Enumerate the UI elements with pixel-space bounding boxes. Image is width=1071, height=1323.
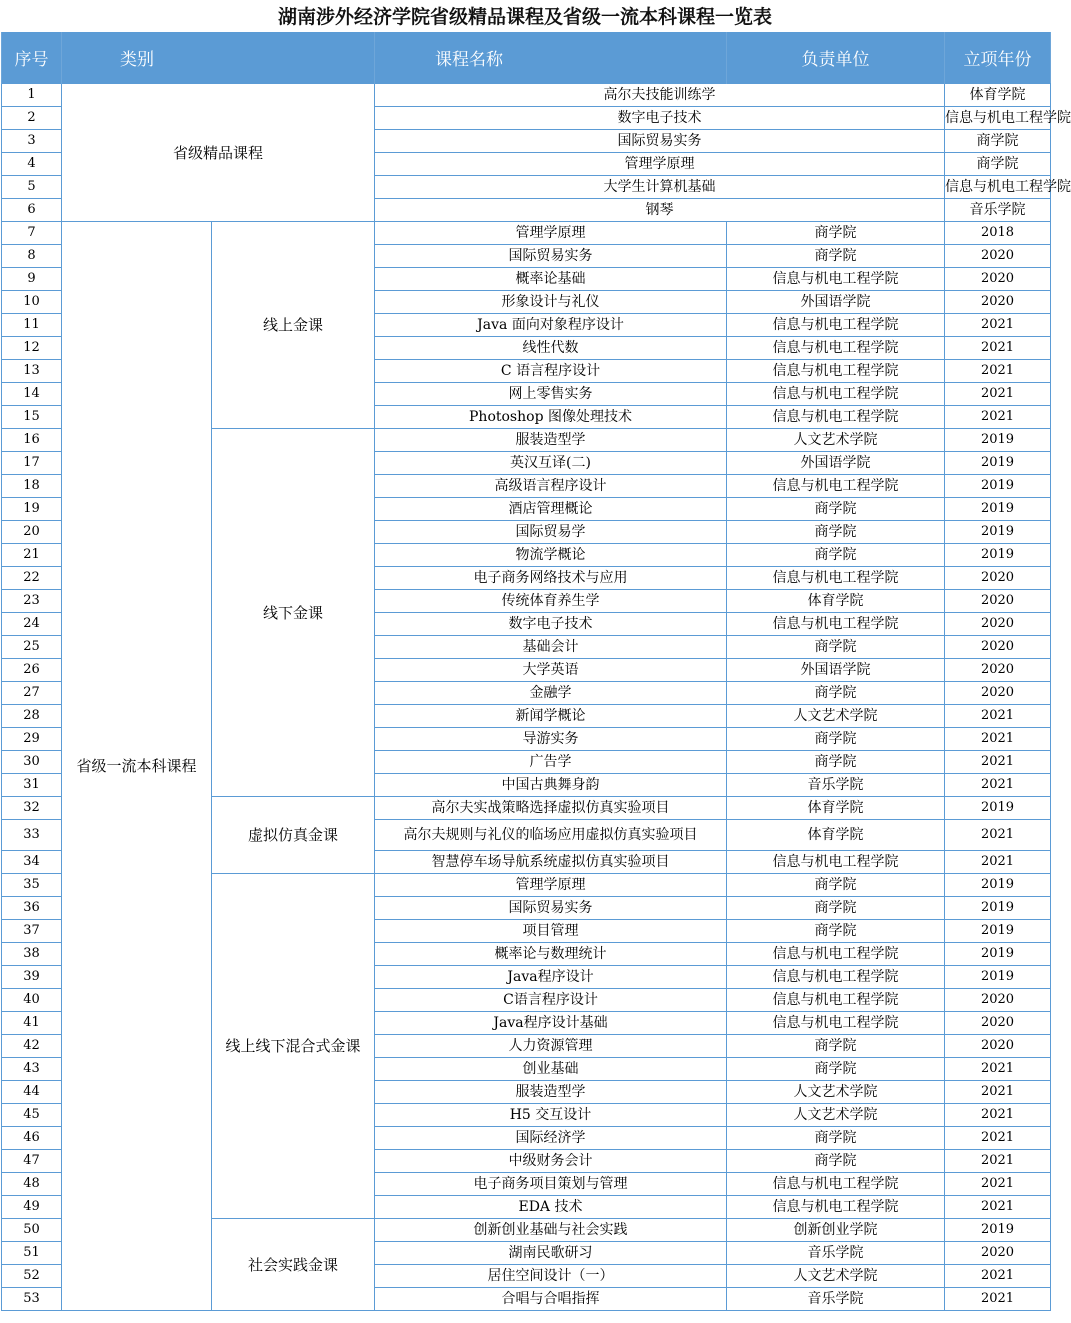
row-number: 20	[2, 521, 62, 544]
year-cell: 2021	[945, 360, 1051, 383]
row-number: 11	[2, 314, 62, 337]
row-number: 16	[2, 429, 62, 452]
course-name-cell: 钢琴	[375, 199, 945, 222]
unit-cell: 商学院	[727, 1150, 945, 1173]
year-cell: 2020	[945, 567, 1051, 590]
course-name-cell: 广告学	[375, 751, 727, 774]
course-name-cell: 居住空间设计（一）	[375, 1265, 727, 1288]
page-title: 湖南涉外经济学院省级精品课程及省级一流本科课程一览表	[277, 6, 772, 28]
year-cell: 2019	[945, 429, 1051, 452]
unit-cell: 商学院	[727, 1127, 945, 1150]
year-cell: 2021	[945, 1150, 1051, 1173]
year-cell: 2021	[945, 1058, 1051, 1081]
row-number: 46	[2, 1127, 62, 1150]
course-name-cell: 网上零售实务	[375, 383, 727, 406]
year-cell: 2019	[945, 920, 1051, 943]
unit-cell: 商学院	[727, 751, 945, 774]
year-cell: 2019	[945, 521, 1051, 544]
row-number: 8	[2, 245, 62, 268]
unit-cell: 信息与机电工程学院	[727, 1012, 945, 1035]
year-cell: 2019	[945, 475, 1051, 498]
unit-cell: 信息与机电工程学院	[727, 1196, 945, 1219]
row-number: 41	[2, 1012, 62, 1035]
row-number: 1	[2, 84, 62, 107]
row-number: 44	[2, 1081, 62, 1104]
course-name-cell: 项目管理	[375, 920, 727, 943]
subcategory-cell: 线上线下混合式金课	[212, 874, 375, 1219]
row-number: 2	[2, 107, 62, 130]
unit-cell: 商学院	[727, 544, 945, 567]
year-cell: 2021	[945, 383, 1051, 406]
row-number: 15	[2, 406, 62, 429]
course-name-cell: 基础会计	[375, 636, 727, 659]
year-cell: 2021	[945, 1104, 1051, 1127]
course-name-cell: C 语言程序设计	[375, 360, 727, 383]
course-name-cell: 中级财务会计	[375, 1150, 727, 1173]
course-name-cell: 高级语言程序设计	[375, 475, 727, 498]
course-name-cell: C语言程序设计	[375, 989, 727, 1012]
category-cell: 省级精品课程	[62, 84, 375, 222]
header-row	[2, 32, 1051, 84]
unit-cell: 音乐学院	[945, 199, 1051, 222]
unit-cell: 信息与机电工程学院	[727, 475, 945, 498]
row-number: 23	[2, 590, 62, 613]
course-name-cell: 湖南民歌研习	[375, 1242, 727, 1265]
row-number: 52	[2, 1265, 62, 1288]
header-course: 课程名称	[375, 32, 727, 84]
unit-cell: 人文艺术学院	[727, 705, 945, 728]
course-name-cell: 人力资源管理	[375, 1035, 727, 1058]
row-number: 18	[2, 475, 62, 498]
row-number: 37	[2, 920, 62, 943]
course-name-cell: H5 交互设计	[375, 1104, 727, 1127]
unit-cell: 信息与机电工程学院	[727, 567, 945, 590]
year-cell: 2021	[945, 728, 1051, 751]
year-cell: 2020	[945, 245, 1051, 268]
row-number: 9	[2, 268, 62, 291]
course-name-cell: Java程序设计基础	[375, 1012, 727, 1035]
course-name-cell: 服装造型学	[375, 429, 727, 452]
year-cell: 2020	[945, 1035, 1051, 1058]
year-cell: 2020	[945, 1012, 1051, 1035]
unit-cell: 信息与机电工程学院	[727, 1173, 945, 1196]
course-name-cell: 高尔夫技能训练学	[375, 84, 945, 107]
unit-cell: 外国语学院	[727, 291, 945, 314]
unit-cell: 外国语学院	[727, 452, 945, 475]
course-name-cell: 概率论基础	[375, 268, 727, 291]
unit-cell: 商学院	[727, 521, 945, 544]
year-cell: 2020	[945, 659, 1051, 682]
course-name-cell: 形象设计与礼仪	[375, 291, 727, 314]
row-number: 10	[2, 291, 62, 314]
year-cell: 2021	[945, 1173, 1051, 1196]
year-cell: 2021	[945, 1127, 1051, 1150]
row-number: 40	[2, 989, 62, 1012]
unit-cell: 创新创业学院	[727, 1219, 945, 1242]
course-name-cell: 概率论与数理统计	[375, 943, 727, 966]
row-number: 6	[2, 199, 62, 222]
row-number: 43	[2, 1058, 62, 1081]
unit-cell: 信息与机电工程学院	[727, 360, 945, 383]
course-name-cell: 传统体育养生学	[375, 590, 727, 613]
year-cell: 2021	[945, 337, 1051, 360]
course-name-cell: 智慧停车场导航系统虚拟仿真实验项目	[375, 851, 727, 874]
row-number: 24	[2, 613, 62, 636]
year-cell: 2019	[945, 966, 1051, 989]
unit-cell: 信息与机电工程学院	[727, 383, 945, 406]
year-cell: 2019	[945, 874, 1051, 897]
course-name-cell: 物流学概论	[375, 544, 727, 567]
row-number: 17	[2, 452, 62, 475]
subcategory-cell: 虚拟仿真金课	[212, 797, 375, 874]
course-name-cell: 国际贸易实务	[375, 245, 727, 268]
row-number: 3	[2, 130, 62, 153]
course-name-cell: 大学生计算机基础	[375, 176, 945, 199]
year-cell: 2020	[945, 682, 1051, 705]
year-cell: 2021	[945, 820, 1051, 851]
row-number: 5	[2, 176, 62, 199]
unit-cell: 商学院	[727, 728, 945, 751]
course-name-cell: 金融学	[375, 682, 727, 705]
row-number: 7	[2, 222, 62, 245]
course-name-cell: 新闻学概论	[375, 705, 727, 728]
row-number: 12	[2, 337, 62, 360]
year-cell: 2021	[945, 1288, 1051, 1311]
header-year: 立项年份	[945, 32, 1051, 84]
row-number: 35	[2, 874, 62, 897]
row-number: 49	[2, 1196, 62, 1219]
unit-cell: 人文艺术学院	[727, 1265, 945, 1288]
unit-cell: 商学院	[727, 1058, 945, 1081]
header-category: 类别	[62, 32, 375, 84]
unit-cell: 商学院	[727, 636, 945, 659]
year-cell: 2020	[945, 613, 1051, 636]
unit-cell: 外国语学院	[727, 659, 945, 682]
unit-cell: 信息与机电工程学院	[727, 613, 945, 636]
row-number: 25	[2, 636, 62, 659]
header-unit: 负责单位	[727, 32, 945, 84]
course-name-cell: Java程序设计	[375, 966, 727, 989]
course-name-cell: 创新创业基础与社会实践	[375, 1219, 727, 1242]
unit-cell: 商学院	[727, 222, 945, 245]
course-name-cell: 国际贸易学	[375, 521, 727, 544]
course-name-cell: 合唱与合唱指挥	[375, 1288, 727, 1311]
course-name-cell: 国际贸易实务	[375, 130, 945, 153]
unit-cell: 信息与机电工程学院	[727, 406, 945, 429]
row-number: 22	[2, 567, 62, 590]
course-name-cell: 高尔夫实战策略选择虚拟仿真实验项目	[375, 797, 727, 820]
year-cell: 2021	[945, 1081, 1051, 1104]
course-name-cell: 数字电子技术	[375, 107, 945, 130]
year-cell: 2019	[945, 943, 1051, 966]
unit-cell: 体育学院	[945, 84, 1051, 107]
year-cell: 2019	[945, 498, 1051, 521]
unit-cell: 商学院	[727, 874, 945, 897]
row-number: 48	[2, 1173, 62, 1196]
unit-cell: 体育学院	[727, 820, 945, 851]
unit-cell: 音乐学院	[727, 774, 945, 797]
category-cell: 省级一流本科课程	[62, 222, 212, 1311]
unit-cell: 信息与机电工程学院	[727, 314, 945, 337]
row-number: 30	[2, 751, 62, 774]
row-number: 34	[2, 851, 62, 874]
year-cell: 2020	[945, 636, 1051, 659]
unit-cell: 信息与机电工程学院	[945, 176, 1051, 199]
course-name-cell: 英汉互译(二)	[375, 452, 727, 475]
year-cell: 2018	[945, 222, 1051, 245]
year-cell: 2020	[945, 268, 1051, 291]
year-cell: 2021	[945, 406, 1051, 429]
row-number: 31	[2, 774, 62, 797]
row-number: 21	[2, 544, 62, 567]
unit-cell: 商学院	[727, 245, 945, 268]
course-name-cell: 酒店管理概论	[375, 498, 727, 521]
row-number: 4	[2, 153, 62, 176]
row-number: 32	[2, 797, 62, 820]
table-body	[2, 84, 1071, 1311]
unit-cell: 人文艺术学院	[727, 1104, 945, 1127]
row-number: 26	[2, 659, 62, 682]
course-name-cell: 国际经济学	[375, 1127, 727, 1150]
course-name-cell: 中国古典舞身韵	[375, 774, 727, 797]
unit-cell: 信息与机电工程学院	[727, 943, 945, 966]
unit-cell: 信息与机电工程学院	[727, 989, 945, 1012]
unit-cell: 信息与机电工程学院	[727, 851, 945, 874]
unit-cell: 人文艺术学院	[727, 1081, 945, 1104]
row-number: 36	[2, 897, 62, 920]
year-cell: 2019	[945, 452, 1051, 475]
course-name-cell: 服装造型学	[375, 1081, 727, 1104]
row-number: 42	[2, 1035, 62, 1058]
row-number: 53	[2, 1288, 62, 1311]
year-cell: 2020	[945, 590, 1051, 613]
unit-cell: 商学院	[945, 130, 1051, 153]
course-name-cell: 电子商务项目策划与管理	[375, 1173, 727, 1196]
row-number: 27	[2, 682, 62, 705]
unit-cell: 音乐学院	[727, 1288, 945, 1311]
row-number: 38	[2, 943, 62, 966]
unit-cell: 信息与机电工程学院	[727, 268, 945, 291]
row-number: 33	[2, 820, 62, 851]
course-name-cell: 大学英语	[375, 659, 727, 682]
year-cell: 2021	[945, 1196, 1051, 1219]
unit-cell: 商学院	[727, 1035, 945, 1058]
year-cell: 2021	[945, 705, 1051, 728]
row-number: 39	[2, 966, 62, 989]
subcategory-cell: 线上金课	[212, 222, 375, 429]
row-number: 45	[2, 1104, 62, 1127]
unit-cell: 体育学院	[727, 797, 945, 820]
course-name-cell: 创业基础	[375, 1058, 727, 1081]
unit-cell: 信息与机电工程学院	[727, 337, 945, 360]
unit-cell: 商学院	[727, 498, 945, 521]
course-table	[1, 32, 1071, 1311]
year-cell: 2020	[945, 291, 1051, 314]
year-cell: 2021	[945, 1265, 1051, 1288]
course-name-cell: Java 面向对象程序设计	[375, 314, 727, 337]
subcategory-cell: 社会实践金课	[212, 1219, 375, 1311]
row-number: 47	[2, 1150, 62, 1173]
table-row	[2, 84, 1051, 107]
unit-cell: 商学院	[727, 682, 945, 705]
row-number: 19	[2, 498, 62, 521]
row-number: 51	[2, 1242, 62, 1265]
course-name-cell: EDA 技术	[375, 1196, 727, 1219]
table-row	[2, 222, 1051, 245]
year-cell: 2020	[945, 1242, 1051, 1265]
year-cell: 2020	[945, 989, 1051, 1012]
unit-cell: 人文艺术学院	[727, 429, 945, 452]
course-name-cell: 导游实务	[375, 728, 727, 751]
unit-cell: 商学院	[727, 920, 945, 943]
year-cell: 2021	[945, 851, 1051, 874]
row-number: 14	[2, 383, 62, 406]
row-number: 29	[2, 728, 62, 751]
course-name-cell: 管理学原理	[375, 153, 945, 176]
course-name-cell: 电子商务网络技术与应用	[375, 567, 727, 590]
row-number: 50	[2, 1219, 62, 1242]
row-number: 13	[2, 360, 62, 383]
year-cell: 2019	[945, 797, 1051, 820]
year-cell: 2021	[945, 774, 1051, 797]
course-name-cell: 管理学原理	[375, 874, 727, 897]
year-cell: 2019	[945, 544, 1051, 567]
course-name-cell: 数字电子技术	[375, 613, 727, 636]
unit-cell: 信息与机电工程学院	[727, 966, 945, 989]
unit-cell: 体育学院	[727, 590, 945, 613]
course-name-cell: 高尔夫规则与礼仪的临场应用虚拟仿真实验项目	[375, 820, 727, 851]
unit-cell: 信息与机电工程学院	[945, 107, 1051, 130]
unit-cell: 商学院	[727, 897, 945, 920]
course-name-cell: 国际贸易实务	[375, 897, 727, 920]
year-cell: 2021	[945, 314, 1051, 337]
course-name-cell: 线性代数	[375, 337, 727, 360]
year-cell: 2019	[945, 1219, 1051, 1242]
year-cell: 2019	[945, 897, 1051, 920]
row-number: 28	[2, 705, 62, 728]
course-name-cell: Photoshop 图像处理技术	[375, 406, 727, 429]
header-no: 序号	[2, 32, 62, 84]
course-name-cell: 管理学原理	[375, 222, 727, 245]
unit-cell: 音乐学院	[727, 1242, 945, 1265]
unit-cell: 商学院	[945, 153, 1051, 176]
year-cell: 2021	[945, 751, 1051, 774]
subcategory-cell: 线下金课	[212, 429, 375, 797]
